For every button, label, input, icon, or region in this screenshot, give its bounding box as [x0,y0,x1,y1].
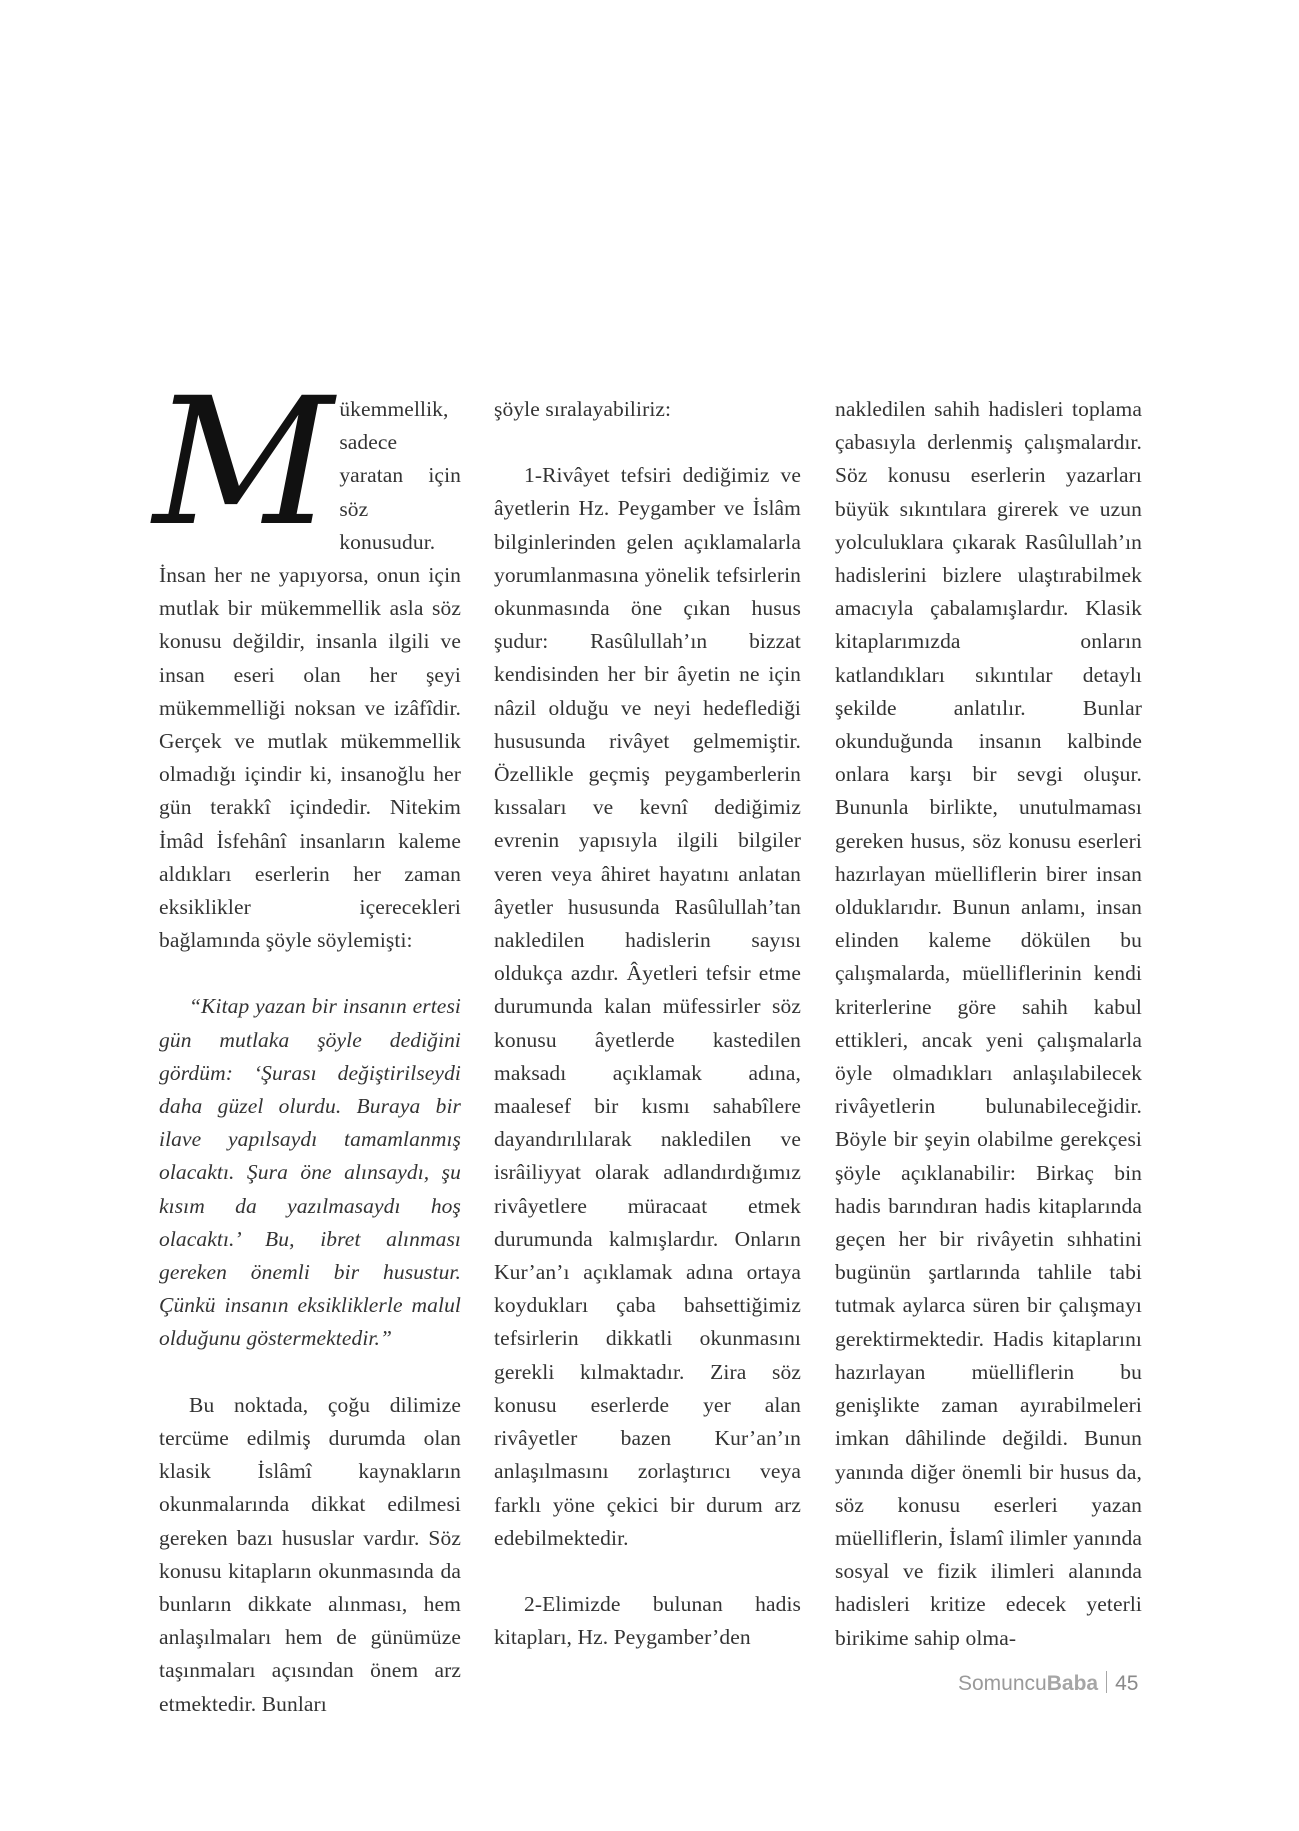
article-column-1 [153,360,461,1721]
intro-paragraph [153,360,461,957]
numbered-paragraph-1: 1-Rivâyet tefsiri dediğimiz ve âyetlerin Hz. Peygamber ve İslâm bilginlerinden gelen açıklamalarla yorumlanmasına yönelik tefsirlerin okunmasında öne çıkan husus şudur: Rasûlullah’ın bizzat kendisinden her bir âyetin ne için nâzil olduğu ve neyi hedeflediği hususunda rivâyet gelmemiştir. Özellikle geçmiş peygamberlerin kıssaları ve kevnî dediğimiz evrenin yapısıyla ilgili bilgiler veren veya âhiret hayatını anlatan âyetler hususunda Rasûlullah’tan nakledilen hadislerin sayısı oldukça azdır. Âyetleri tefsir etme durumunda kalan müfessirler söz konusu âyetlerde kastedilen maksadı açıklamak adına, maalesef bir kısmı sahabîlere dayandırılılarak nakledilen ve isrâiliyyat olarak adlandırdığımız rivâyetlere müracaat etmek durumunda kalmışlardır. Onların Kur’an’ı açıklamak adına ortaya koydukları çaba bahsettiğimiz tefsirlerin dikkatli okunmasını gerekli kılmaktadır. Zira söz konusu eserlerde yer alan rivâyetler bazen Kur’an’ın anlaşılmasını zorlaştırıcı veya farklı yöne çekici bir durum arz edebilmektedir. [494,463,801,1550]
brand-part-2: Baba [1046,1672,1099,1695]
body-paragraph: nakledilen sahih hadisleri toplama çabasıyla derlenmiş çalışmalardır. Söz konusu eserlerin yazarları büyük sıkıntılara girerek ve uzun yolculuklara çıkarak Rasûlullah’ın hadislerini bizlere ulaştırabilmek amacıyla çabalamışlardır. Klasik kitaplarımızda onların katlandıkları sıkıntılar detaylı şekilde anlatılır. Bunlar okunduğunda insanın kalbinde onlara karşı bir sevgi oluşur. Bununla birlikte, unutulmaması gereken husus, söz konusu eserleri hazırlayan müelliflerin birer insan olduklarıdır. Bunun anlamı, insan elinden kaleme dökülen bu çalışmalarda, müelliflerinin kendi kriterlerine göre sahih kabul ettikleri, ancak yeni çalışmalarla öyle olmadıkları anlaşılabilecek rivâyetlerin bulunabileceğidir. Böyle bir şeyin olabilme gerekçesi şöyle açıklanabilir: Birkaç bin hadis barındıran hadis kitaplarında geçen her bir rivâyetin sıhhatini bugünün şartlarında tahlile tabi tutmak aylarca süren bir çalışmayı gerektirmektedir. Hadis kitaplarını hazırlayan müelliflerin bu genişlikte zaman ayırabilmeleri imkan dâhilinde değildi. Bunun yanında diğer önemli bir husus da, söz konusu eserleri yazan müelliflerin, İslamî ilimler yanında sosyal ve fizik ilimleri alanında hadisleri kritize edecek yeterli birikime sahip olma- [835,397,1142,1650]
article-column-3 [835,393,1142,1655]
intro-text: ükemmellik, sadece yaratan için söz konusudur. İnsan her ne yapıyorsa, onun için mutlak bir mükemmellik asla söz konusu değildir, insanla ilgili ve insan eseri olan her şeyi mükemmelliği noksan ve izâfîdir. Gerçek ve mutlak mükemmellik olmadığı içindir ki, insanoğlu her gün terakkî içindedir. Nitekim İmâd İsfehânî insanların kaleme aldıkları eserlerin her zaman eksiklikler içerecekleri bağlamında şöyle söylemişti: [159,397,461,953]
numbered-paragraph-2: 2-Elimizde bulunan hadis kitapları, Hz. Peygamber’den [494,1591,801,1650]
body-paragraph: Bu noktada, çoğu dilimize tercüme edilmiş durumda olan klasik İslâmî kaynakların okunmalarında dikkat edilmesi gereken bazı hususlar vardır. Söz konusu kitapların okunmasında da bunların dikkate alınması, hem anlaşılmaları hem de günümüze taşınmaları açısından önem arz etmektedir. Bunları [159,1392,461,1716]
article-column-2 [494,393,801,1654]
page-number: 45 [1115,1672,1139,1695]
magazine-brand [958,1672,1098,1695]
footer-divider [1106,1671,1107,1693]
drop-cap: M [153,360,334,565]
page-footer [958,1671,1138,1696]
body-paragraph: şöyle sıralayabiliriz: [494,397,672,421]
quote-paragraph: “Kitap yazan bir insanın ertesi gün mutlaka şöyle dediğini gördüm: ‘Şurası değiştirilseydi daha güzel olurdu. Buraya bir ilave yapılsaydı tamamlanmış olacaktı. Şura öne alınsaydı, şu kısım da yazılmasaydı hoş olacaktı.’ Bu, ibret alınması gereken önemli bir husustur. Çünkü insanın eksikliklerle malul olduğunu göstermektedir.” [159,994,461,1351]
brand-part-1: Somuncu [958,1672,1047,1695]
